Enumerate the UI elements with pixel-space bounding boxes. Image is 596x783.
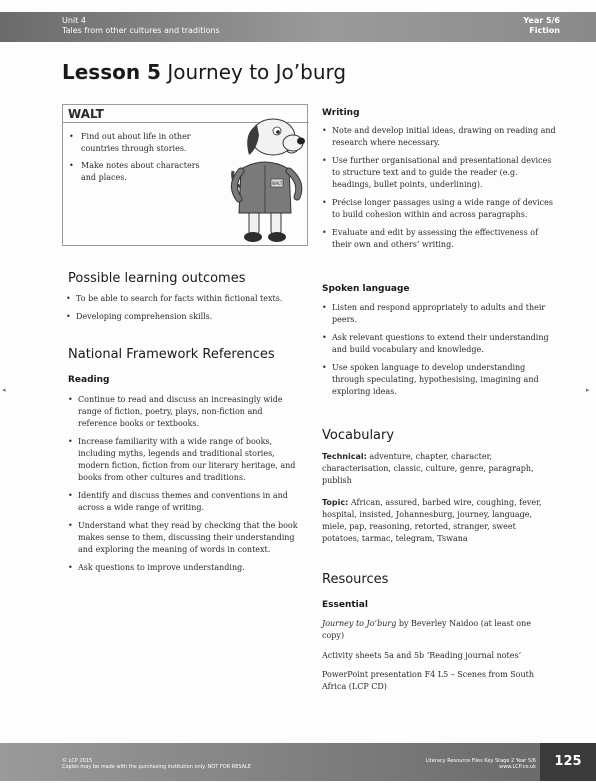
- resource-powerpoint: PowerPoint presentation F4 L5 – Scenes from South Africa (LCP CD): [322, 670, 535, 691]
- copy-note: Copies may be made with the purchasing institution only. NOT FOR RESALE: [62, 764, 251, 770]
- list-item: • Developing comprehension skills.: [64, 311, 304, 323]
- outcomes-heading: Possible learning outcomes: [68, 271, 246, 286]
- footer-right: [426, 758, 536, 770]
- lesson-name: Journey to Jo’burg: [167, 60, 347, 84]
- topic-words: African, assured, barbed wire, coughing, fever, hospital, insisted, Johannesburg, journey, language, miele, pap, reasoning, retorted, stranger, sweet potatoes, tarmac, telegram, Tswana: [322, 498, 542, 543]
- book-details: by Beverley Naidoo (at least one copy): [322, 619, 531, 640]
- list-item: • Understand what they read by checking that the book makes sense to them, discussing their understanding and exploring the meaning of words in context.: [66, 520, 304, 556]
- unit-label: Unit 4: [62, 16, 86, 25]
- list-item: • Increase familiarity with a wide range of books, including myths, legends and traditional stories, modern fiction, fiction from our literary heritage, and books from other cultures and traditions.: [66, 436, 304, 484]
- right-margin-arrow-icon: ▸: [586, 386, 590, 394]
- technical-label: Technical:: [322, 452, 367, 461]
- footer-left: [62, 758, 251, 770]
- resource-book: [322, 618, 554, 642]
- resource-activity: Activity sheets 5a and 5b ‘Reading journal notes’: [322, 651, 522, 660]
- technical-vocabulary: [322, 451, 554, 487]
- list-item: • Use spoken language to develop understanding through speculating, hypothesising, imagining and exploring ideas.: [320, 362, 558, 398]
- list-item: • Make notes about characters and places.: [69, 160, 209, 184]
- spoken-list: [320, 302, 558, 404]
- topic-label: Topic:: [322, 498, 349, 507]
- writing-heading: Writing: [322, 108, 360, 118]
- list-item: • Listen and respond appropriately to adults and their peers.: [320, 302, 558, 326]
- page-number: 125: [540, 743, 596, 781]
- list-item: • Use further organisational and presentational devices to structure text and to guide the reader (e.g. headings, bullet points, underlining).: [320, 155, 558, 191]
- spoken-heading: Spoken language: [322, 284, 410, 294]
- outcomes-list: [64, 293, 304, 329]
- list-item: • Evaluate and edit by assessing the effectiveness of their own and others’ writing.: [320, 227, 558, 251]
- unit-title: Tales from other cultures and traditions: [62, 26, 220, 35]
- website: www.LCP.co.uk: [499, 764, 536, 770]
- writing-list: [320, 125, 558, 257]
- year-label: Year 5/6: [523, 16, 560, 25]
- list-item: • Précise longer passages using a wide range of devices to build cohesion within and across paragraphs.: [320, 197, 558, 221]
- essential-heading: Essential: [322, 600, 368, 610]
- header-right: [523, 16, 560, 36]
- list-item: • Continue to read and discuss an increasingly wide range of fiction, poetry, plays, non-fiction and reference books or textbooks.: [66, 394, 304, 430]
- list-item: • Identify and discuss themes and conventions in and across a wide range of writing.: [66, 490, 304, 514]
- reading-list: [66, 394, 304, 580]
- book-title: Journey to Jo’burg: [322, 619, 397, 628]
- header-bar: [0, 12, 596, 42]
- lesson-number: Lesson 5: [62, 60, 161, 84]
- copyright: © LCP 2015: [62, 758, 93, 764]
- list-item: • Ask questions to improve understanding.: [66, 562, 304, 574]
- page-title: [62, 60, 346, 84]
- walt-box: [62, 104, 308, 246]
- walt-badge-text: WALT: [271, 181, 283, 186]
- reading-heading: Reading: [68, 375, 110, 385]
- framework-heading: National Framework References: [68, 347, 275, 362]
- resources-heading: Resources: [322, 572, 389, 587]
- header-left: [62, 16, 220, 36]
- series-name: Literacy Resource Files Key Stage 2 Year 5/6: [425, 758, 536, 764]
- walt-heading: WALT: [63, 105, 309, 123]
- list-item: • Ask relevant questions to extend their understanding and build vocabulary and knowledge.: [320, 332, 558, 356]
- topic-vocabulary: [322, 497, 554, 545]
- walt-list: [69, 131, 209, 189]
- list-item: • Find out about life in other countries through stories.: [69, 131, 209, 155]
- list-item: • To be able to search for facts within fictional texts.: [64, 293, 304, 305]
- vocabulary-heading: Vocabulary: [322, 428, 395, 443]
- left-margin-arrow-icon: ◂: [2, 386, 6, 394]
- dog-mascot-illustration: [227, 113, 309, 245]
- genre-label: Fiction: [529, 26, 560, 35]
- list-item: • Note and develop initial ideas, drawing on reading and research where necessary.: [320, 125, 558, 149]
- footer-bar: [0, 743, 540, 781]
- technical-words: adventure, chapter, character, characterisation, classic, culture, genre, paragraph, publish: [322, 452, 534, 485]
